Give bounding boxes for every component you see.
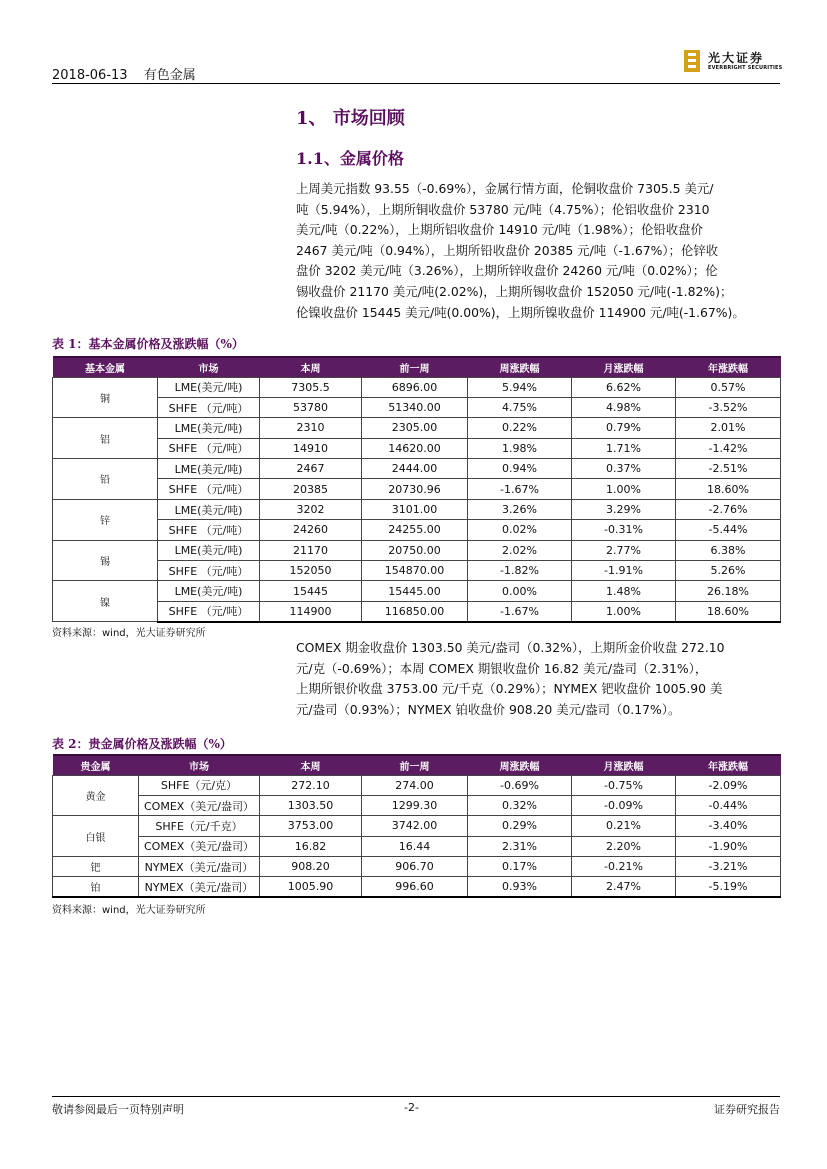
value-cell: 4.98%: [572, 397, 676, 417]
table-row: [53, 877, 781, 897]
market-cell: SHFE （元/吨）: [158, 397, 260, 417]
paragraph-line: 锡收盘价 21170 美元/吨(2.02%)，上期所锡收盘价 152050 元/吨(-1.82%)；: [296, 283, 733, 299]
report-type: 证券研究报告: [714, 1103, 780, 1116]
paragraph-line: 上周美元指数 93.55（-0.69%），金属行情方面，伦铜收盘价 7305.5 美元/: [296, 181, 714, 196]
value-cell: 4.75%: [468, 397, 572, 417]
value-cell: -3.21%: [676, 857, 781, 877]
logo-mark-icon: [684, 50, 700, 72]
value-cell: 53780: [260, 397, 362, 417]
table-row: [53, 857, 781, 877]
value-cell: 2.77%: [572, 540, 676, 560]
table-row: [53, 601, 781, 621]
value-cell: 0.17%: [468, 857, 572, 877]
table-row: [53, 438, 781, 458]
value-cell: 18.60%: [676, 601, 781, 621]
market-cell: COMEX（美元/盎司）: [139, 795, 260, 815]
table-row: [53, 836, 781, 856]
table2-caption: 表 2：贵金属价格及涨跌幅（%）: [52, 737, 232, 751]
market-cell: SHFE （元/吨）: [158, 601, 260, 621]
value-cell: 5.26%: [676, 561, 781, 581]
market-cell: LME(美元/吨): [158, 540, 260, 560]
value-cell: -5.44%: [676, 520, 781, 540]
subsection-heading: 1.1、金属价格: [296, 149, 404, 168]
logo-text-cn: 光大证券: [708, 51, 765, 65]
value-cell: 14620.00: [362, 438, 468, 458]
market-cell: SHFE（元/克）: [139, 775, 260, 795]
value-cell: 51340.00: [362, 397, 468, 417]
column-header: 市场: [139, 755, 260, 775]
column-header: 贵金属: [53, 755, 139, 775]
column-header: 周涨跌幅: [468, 357, 572, 377]
header-info: [52, 64, 208, 83]
value-cell: 7305.5: [260, 377, 362, 397]
column-header: 本周: [260, 755, 362, 775]
value-cell: 152050: [260, 561, 362, 581]
value-cell: 26.18%: [676, 581, 781, 601]
metal-name-cell: 钯: [53, 857, 139, 877]
market-cell: NYMEX（美元/盎司）: [139, 877, 260, 897]
value-cell: 2.31%: [468, 836, 572, 856]
metal-name-cell: 镍: [53, 581, 158, 622]
value-cell: 1.48%: [572, 581, 676, 601]
value-cell: 16.44: [362, 836, 468, 856]
metal-name-cell: 铜: [53, 377, 158, 418]
value-cell: 24260: [260, 520, 362, 540]
value-cell: 3.26%: [468, 499, 572, 519]
value-cell: 2310: [260, 418, 362, 438]
value-cell: 0.29%: [468, 816, 572, 836]
value-cell: -0.44%: [676, 795, 781, 815]
section-heading: 1、 市场回顾: [296, 108, 405, 129]
report-date: 2018-06-13: [52, 68, 128, 83]
value-cell: 1303.50: [260, 795, 362, 815]
value-cell: -1.91%: [572, 561, 676, 581]
value-cell: 0.22%: [468, 418, 572, 438]
value-cell: -3.52%: [676, 397, 781, 417]
market-cell: LME(美元/吨): [158, 499, 260, 519]
value-cell: 6.38%: [676, 540, 781, 560]
value-cell: 154870.00: [362, 561, 468, 581]
table-row: [53, 479, 781, 499]
value-cell: 1.71%: [572, 438, 676, 458]
table-row: [53, 418, 781, 438]
value-cell: 3202: [260, 499, 362, 519]
value-cell: 20385: [260, 479, 362, 499]
market-cell: SHFE （元/吨）: [158, 438, 260, 458]
value-cell: -2.09%: [676, 775, 781, 795]
table-header-row: [53, 357, 781, 377]
column-header: 月涨跌幅: [572, 755, 676, 775]
value-cell: 2.20%: [572, 836, 676, 856]
value-cell: 0.93%: [468, 877, 572, 897]
value-cell: 0.37%: [572, 459, 676, 479]
table-row: [53, 561, 781, 581]
table-row: [53, 397, 781, 417]
value-cell: 15445: [260, 581, 362, 601]
table-row: [53, 581, 781, 601]
value-cell: 0.57%: [676, 377, 781, 397]
value-cell: -0.21%: [572, 857, 676, 877]
table-row: [53, 775, 781, 795]
value-cell: 2467: [260, 459, 362, 479]
column-header: 本周: [260, 357, 362, 377]
value-cell: 1.00%: [572, 601, 676, 621]
value-cell: 0.79%: [572, 418, 676, 438]
value-cell: 3.29%: [572, 499, 676, 519]
value-cell: -0.75%: [572, 775, 676, 795]
value-cell: 906.70: [362, 857, 468, 877]
column-header: 月涨跌幅: [572, 357, 676, 377]
value-cell: 0.21%: [572, 816, 676, 836]
table1-caption: 表 1：基本金属价格及涨跌幅（%）: [52, 337, 244, 351]
base-metals-summary: [296, 179, 780, 323]
market-cell: SHFE（元/千克）: [139, 816, 260, 836]
table-row: [53, 499, 781, 519]
value-cell: 24255.00: [362, 520, 468, 540]
page-header: [52, 51, 783, 83]
metal-name-cell: 铅: [53, 459, 158, 500]
table-row: [53, 459, 781, 479]
column-header: 年涨跌幅: [676, 357, 781, 377]
value-cell: 3101.00: [362, 499, 468, 519]
value-cell: -1.82%: [468, 561, 572, 581]
value-cell: -1.90%: [676, 836, 781, 856]
column-header: 周涨跌幅: [468, 755, 572, 775]
value-cell: 1.98%: [468, 438, 572, 458]
table-header-row: [53, 755, 781, 775]
paragraph-line: 美元/吨（0.22%），上期所铝收盘价 14910 元/吨（1.98%）；伦铅收盘价: [296, 222, 703, 238]
value-cell: 274.00: [362, 775, 468, 795]
table-row: [53, 795, 781, 815]
table2-source: 资料来源：wind，光大证券研究所: [52, 905, 206, 916]
disclaimer-note: 敬请参阅最后一页特别声明: [52, 1103, 184, 1116]
paragraph-line: 2467 美元/吨（0.94%），上期所铅收盘价 20385 元/吨（-1.67%）；伦锌收: [296, 242, 719, 258]
table-row: [53, 816, 781, 836]
value-cell: 0.00%: [468, 581, 572, 601]
value-cell: -1.42%: [676, 438, 781, 458]
value-cell: -5.19%: [676, 877, 781, 897]
market-cell: LME(美元/吨): [158, 581, 260, 601]
value-cell: 1299.30: [362, 795, 468, 815]
report-category: 有色金属: [143, 68, 196, 83]
market-cell: COMEX（美元/盎司）: [139, 836, 260, 856]
precious-metals-summary: [296, 638, 780, 720]
paragraph-line: 盘价 3202 美元/吨（3.26%），上期所锌收盘价 24260 元/吨（0.02%）；伦: [296, 263, 718, 279]
value-cell: -3.40%: [676, 816, 781, 836]
metal-name-cell: 铝: [53, 418, 158, 459]
table-row: [53, 520, 781, 540]
value-cell: 2.47%: [572, 877, 676, 897]
logo-text-en: EVERBRIGHT SECURITIES: [708, 65, 783, 71]
value-cell: 1.00%: [572, 479, 676, 499]
paragraph-line: 上期所银价收盘 3753.00 元/千克（0.29%）；NYMEX 钯收盘价 1005.90 美: [296, 681, 723, 697]
value-cell: 5.94%: [468, 377, 572, 397]
metal-name-cell: 黄金: [53, 775, 139, 816]
value-cell: -1.67%: [468, 479, 572, 499]
value-cell: 996.60: [362, 877, 468, 897]
value-cell: 0.32%: [468, 795, 572, 815]
value-cell: 20750.00: [362, 540, 468, 560]
value-cell: 18.60%: [676, 479, 781, 499]
market-cell: SHFE （元/吨）: [158, 561, 260, 581]
value-cell: 14910: [260, 438, 362, 458]
value-cell: -0.31%: [572, 520, 676, 540]
market-cell: NYMEX（美元/盎司）: [139, 857, 260, 877]
value-cell: 3753.00: [260, 816, 362, 836]
metal-name-cell: 白银: [53, 816, 139, 857]
value-cell: 1005.90: [260, 877, 362, 897]
column-header: 前一周: [362, 755, 468, 775]
footer-divider: [52, 1096, 780, 1097]
value-cell: 2.02%: [468, 540, 572, 560]
value-cell: 2.01%: [676, 418, 781, 438]
value-cell: -2.76%: [676, 499, 781, 519]
metal-name-cell: 锌: [53, 499, 158, 540]
value-cell: 908.20: [260, 857, 362, 877]
metal-name-cell: 铂: [53, 877, 139, 897]
paragraph-line: 元/克（-0.69%）；本周 COMEX 期银收盘价 16.82 美元/盎司（2.31%），: [296, 660, 708, 676]
paragraph-line: 伦镍收盘价 15445 美元/吨(0.00%)，上期所镍收盘价 114900 元/吨(-1.67%)。: [296, 304, 745, 320]
value-cell: 20730.96: [362, 479, 468, 499]
market-cell: SHFE （元/吨）: [158, 520, 260, 540]
value-cell: 3742.00: [362, 816, 468, 836]
paragraph-line: 吨（5.94%），上期所铜收盘价 53780 元/吨（4.75%）；伦铝收盘价 2310: [296, 201, 710, 217]
column-header: 基本金属: [53, 357, 158, 377]
value-cell: 6.62%: [572, 377, 676, 397]
column-header: 前一周: [362, 357, 468, 377]
column-header: 年涨跌幅: [676, 755, 781, 775]
page-number: -2-: [404, 1101, 419, 1114]
table-row: [53, 377, 781, 397]
market-cell: LME(美元/吨): [158, 418, 260, 438]
market-cell: SHFE （元/吨）: [158, 479, 260, 499]
market-cell: LME(美元/吨): [158, 459, 260, 479]
base-metals-table: [52, 356, 781, 623]
value-cell: -0.09%: [572, 795, 676, 815]
precious-metals-table: [52, 754, 781, 898]
value-cell: 15445.00: [362, 581, 468, 601]
value-cell: 2305.00: [362, 418, 468, 438]
table-row: [53, 540, 781, 560]
table1-source: 资料来源：wind，光大证券研究所: [52, 628, 206, 639]
value-cell: 114900: [260, 601, 362, 621]
company-logo: [684, 50, 783, 80]
value-cell: 272.10: [260, 775, 362, 795]
value-cell: -2.51%: [676, 459, 781, 479]
value-cell: 21170: [260, 540, 362, 560]
column-header: 市场: [158, 357, 260, 377]
header-divider: [52, 83, 780, 84]
value-cell: 0.02%: [468, 520, 572, 540]
paragraph-line: COMEX 期金收盘价 1303.50 美元/盎司（0.32%），上期所金价收盘 272.10: [296, 640, 725, 655]
value-cell: -1.67%: [468, 601, 572, 621]
value-cell: 16.82: [260, 836, 362, 856]
value-cell: 6896.00: [362, 377, 468, 397]
paragraph-line: 元/盎司（0.93%）；NYMEX 铂收盘价 908.20 美元/盎司（0.17%）。: [296, 701, 681, 717]
value-cell: 2444.00: [362, 459, 468, 479]
value-cell: -0.69%: [468, 775, 572, 795]
metal-name-cell: 锡: [53, 540, 158, 581]
market-cell: LME(美元/吨): [158, 377, 260, 397]
value-cell: 0.94%: [468, 459, 572, 479]
value-cell: 116850.00: [362, 601, 468, 621]
